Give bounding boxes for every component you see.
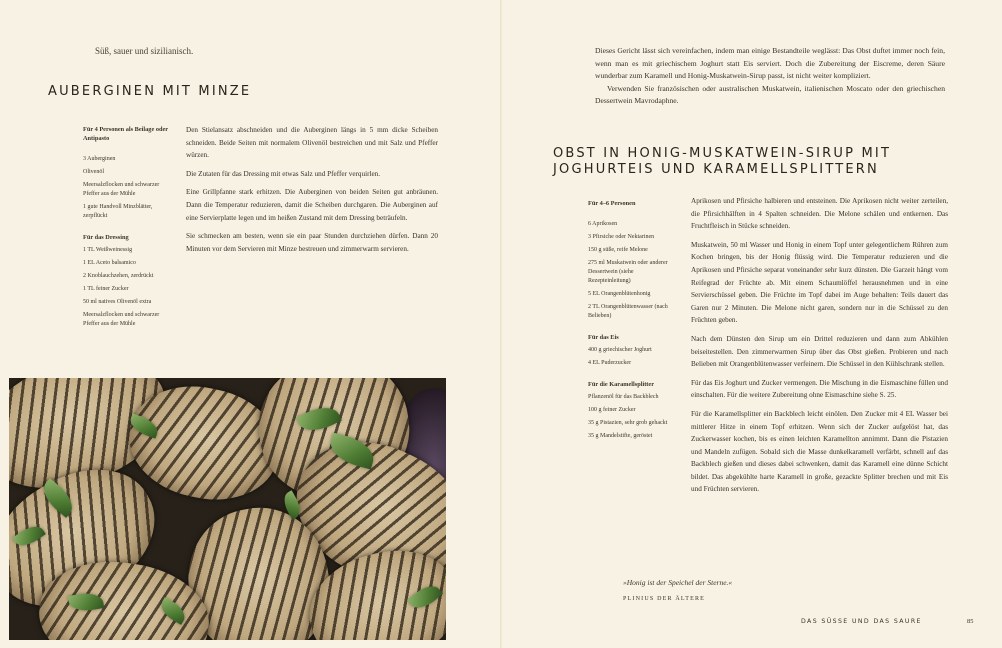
- ingredient-item: 1 EL Aceto balsamico: [83, 260, 136, 266]
- ingredient-item: 4 EL Puderzucker: [588, 360, 632, 366]
- ingredient-heading: Für die Karamellsplitter: [588, 381, 654, 388]
- paragraph: Verwenden Sie französischen oder australischen Muskatwein, italienischen Moscato oder den griechischen Dessertwein Mavrodaphne.: [595, 83, 945, 106]
- ingredient-gap: [588, 372, 674, 380]
- ingredient-item: 1 TL Weißweinessig: [83, 247, 133, 253]
- right-instructions: [691, 195, 948, 502]
- ingredient-heading: Für das Eis: [588, 334, 619, 341]
- left-recipe-title: AUBERGINEN MIT MINZE: [48, 84, 252, 99]
- grilled-aubergine-photo: [9, 378, 446, 640]
- running-footer: DAS SÜSSE UND DAS SAURE: [801, 618, 922, 625]
- ingredient-item: 100 g feiner Zucker: [588, 407, 636, 413]
- ingredient-item: 400 g griechischer Joghurt: [588, 347, 652, 353]
- ingredient-item: 50 ml natives Olivenöl extra: [83, 299, 152, 305]
- ingredient-item: Pflanzenöl für das Backblech: [588, 394, 659, 400]
- paragraph: Für das Eis Joghurt und Zucker vermengen. Die Mischung in die Eismaschine füllen und einschalten. Für die weitere Zubereitung ohne Eismaschine siehe S. 25.: [691, 378, 948, 400]
- ingredient-gap: [588, 325, 674, 333]
- paragraph: Nach dem Dünsten den Sirup um ein Drittel reduzieren und dann zum Abkühlen beiseitestellen. Den zimmerwarmen Sirup über das Obst gießen. Probieren und nach Belieben mit Orangenblütenwasser verfeinern. Die Schüssel in den Kühlschrank stellen.: [691, 334, 948, 369]
- ingredient-item: Meersalzflocken und schwarzer Pfeffer aus der Mühle: [83, 312, 160, 327]
- ingredient-item: 35 g Pistazien, sehr grob gehackt: [588, 420, 668, 426]
- right-intro: [595, 45, 945, 114]
- ingredient-item: 35 g Mandelstifte, geröstet: [588, 433, 653, 439]
- ingredient-item: 275 ml Muskatwein oder anderer Dessertwein (siehe Rezepteinleitung): [588, 260, 668, 284]
- paragraph: Sie schmecken am besten, wenn sie ein paar Stunden durchziehen dürfen. Dann 20 Minuten vor dem Servieren mit Minze bestreuen und zimmerwarm servieren.: [186, 232, 438, 253]
- paragraph: Den Stielansatz abschneiden und die Auberginen längs in 5 mm dicke Scheiben schneiden. Beide Seiten mit normalem Olivenöl bestreichen und mit Salz und Pfeffer würzen.: [186, 126, 438, 160]
- ingredient-item: 3 Auberginen: [83, 156, 116, 162]
- paragraph: Für die Karamellsplitter ein Backblech leicht einölen. Den Zucker mit 4 EL Wasser bei mittlerer Hitze in einem Topf erhitzen. Wenn sich der Zucker aufgelöst hat, das Zuckerwasser kochen, bis es einen leichten Karamellton annimmt. Dann die Pistazien und Mandeln zufügen. Sobald sich die Masse dunkelkaramell verfärbt, schnell auf das Backblech gießen und dieses dabei schwenken, damit das Karamell eine dünne Schicht bildet. Das abgekühlte harte Karamell in große, gezackte Splitter brechen und mit Eis und Früchten servieren.: [691, 409, 948, 494]
- quote-author: PLINIUS DER ÄLTERE: [623, 596, 706, 602]
- left-instructions: [186, 124, 438, 261]
- ingredient-item: 1 gute Handvoll Minzblätter, zerpflückt: [83, 204, 153, 219]
- right-title-line-2: JOGHURTEIS UND KARAMELLSPLITTERN: [553, 162, 879, 177]
- quote: »Honig ist der Speichel der Sterne.«: [623, 578, 733, 587]
- right-title-line-1: OBST IN HONIG-MUSKATWEIN-SIRUP MIT: [553, 146, 892, 161]
- ingredient-item: 2 Knoblauchzehen, zerdrückt: [83, 273, 154, 279]
- right-ingredients-list: [588, 199, 674, 445]
- ingredient-item: 5 EL Orangenblütenhonig: [588, 291, 651, 297]
- right-page: [501, 0, 1002, 648]
- ingredient-item: 3 Pfirsiche oder Nektarinen: [588, 234, 655, 240]
- left-intro: Süß, sauer und sizilianisch.: [95, 46, 194, 56]
- ingredient-item: 2 TL Orangenblütenwasser (nach Belieben): [588, 304, 668, 319]
- paragraph: Eine Grillpfanne stark erhitzen. Die Auberginen von beiden Seiten gut anbräunen. Dann die Temperatur reduzieren, damit die Scheiben durchgaren. Die Auberginen auf eine Servierplatte legen und im heißen Zustand mit dem Dressing beträufeln.: [186, 188, 438, 222]
- ingredient-gap: [83, 225, 175, 233]
- right-recipe-title: [553, 146, 891, 178]
- ingredient-item: 1 TL feiner Zucker: [83, 286, 129, 292]
- ingredient-item: Meersalzflocken und schwarzer Pfeffer aus der Mühle: [83, 182, 160, 197]
- ingredient-heading: Für 4–6 Personen: [588, 200, 636, 207]
- ingredient-item: 150 g süße, reife Melone: [588, 247, 648, 253]
- ingredient-heading: Für 4 Personen als Beilage oder Antipasto: [83, 126, 168, 142]
- paragraph: Die Zutaten für das Dressing mit etwas Salz und Pfeffer verquirlen.: [186, 169, 381, 178]
- left-ingredients-list: [83, 125, 175, 333]
- paragraph: Muskatwein, 50 ml Wasser und Honig in einem Topf unter gelegentlichem Rühren zum Kochen bringen, bis der Honig flüssig wird. Die Temperatur reduzieren und die Aprikosen und Pfirsiche separat voneinander sehr kurz dünsten. Die Garzeit hängt vom Reifegrad der Früchte ab. Mit einem Schaumlöffel herausnehmen und in eine Servierschüssel geben. Die Früchte im Topf dabei im Auge behalten: Teils dauert das Garen nur 2 Minuten. Die Melone nicht garen, sondern nur in die Schüssel zu den Früchten geben.: [691, 240, 948, 325]
- ingredient-item: 6 Aprikosen: [588, 221, 618, 227]
- ingredient-item: Olivenöl: [83, 169, 104, 175]
- paragraph: Aprikosen und Pfirsiche halbieren und entsteinen. Die Aprikosen nicht weiter zerteilen, die Pfirsichhälften in 4 Spalten schneiden. Die Melone schälen und entkernen. Das Fruchtfleisch in Stücke schneiden.: [691, 197, 948, 231]
- ingredient-gap: [588, 212, 674, 220]
- page-number: 85: [967, 618, 974, 625]
- paragraph: Dieses Gericht lässt sich vereinfachen, indem man einige Bestandteile weglässt: Das Obst duftet immer noch fein, wenn man es mit griechischem Joghurt statt Eis serviert. Doch die Zubereitung der Eiscreme, deren Säure wunderbar zum Karamell und Honig-Muskatwein-Sirup passt, ist nicht weiter kompliziert.: [595, 46, 945, 81]
- ingredient-heading: Für das Dressing: [83, 234, 129, 241]
- ingredient-gap: [83, 147, 175, 155]
